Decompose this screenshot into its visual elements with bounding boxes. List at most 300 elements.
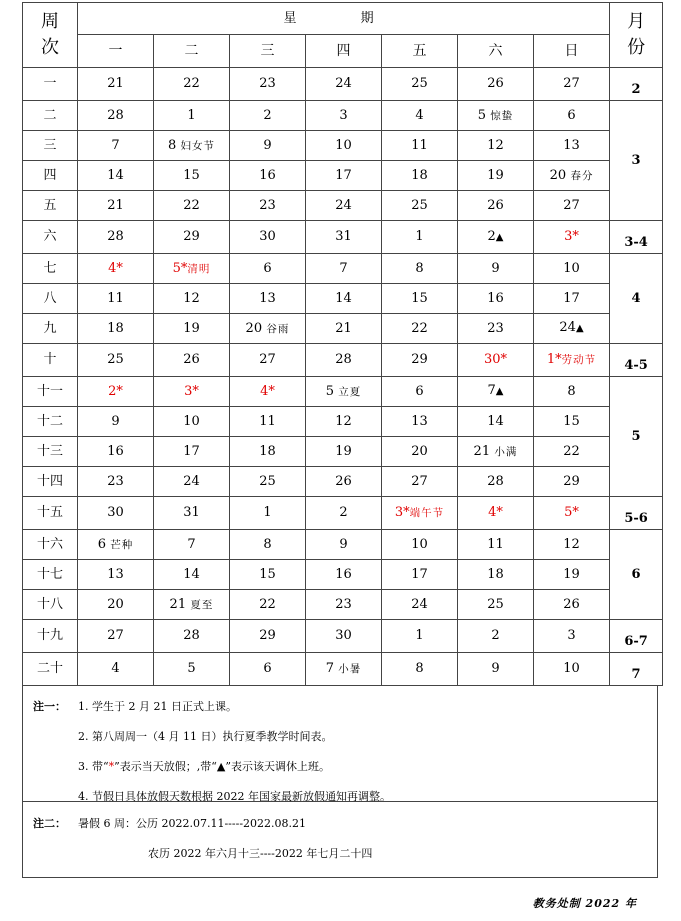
day-cell [534, 653, 610, 686]
day-number: 8 [415, 661, 424, 676]
day-cell [458, 344, 534, 377]
day-cell [230, 68, 306, 101]
week-number: 一 [23, 68, 78, 101]
day-number: 10 [563, 260, 580, 276]
week-number: 五 [23, 191, 78, 221]
day-cell [306, 620, 382, 653]
day-number: 2 [339, 505, 348, 520]
day-cell [154, 344, 230, 377]
day-number: 8 [167, 137, 177, 153]
day-number: 3 [394, 505, 404, 520]
day-cell [458, 590, 534, 620]
day-cell [230, 161, 306, 191]
day-cell [154, 221, 230, 254]
week-row [23, 101, 663, 131]
day-cell [458, 407, 534, 437]
day-number: 22 [563, 443, 580, 459]
day-number: 12 [487, 137, 504, 153]
day-number: 2 [487, 228, 496, 244]
day-number: 17 [183, 443, 200, 459]
day-cell [534, 620, 610, 653]
day-cell [154, 467, 230, 497]
note-line-1: 1. 学生于 2 月 21 日正式上课。 [78, 700, 237, 713]
day-number: 15 [259, 566, 276, 582]
month-label: 5 [610, 377, 663, 497]
day-cell [458, 437, 534, 467]
day-number: 11 [107, 290, 124, 306]
day-cell [154, 314, 230, 344]
day-cell [458, 620, 534, 653]
week-number: 十九 [23, 620, 78, 653]
weekday-header-5: 五 [382, 35, 458, 68]
day-cell [382, 68, 458, 101]
day-cell [230, 467, 306, 497]
day-cell [458, 377, 534, 407]
day-cell [382, 407, 458, 437]
day-number: 20 [245, 320, 263, 336]
solar-term-or-holiday-label: 芒种 [105, 538, 134, 551]
note-line-4: 4. 节假日具体放假天数根据 2022 年国家最新放假通知再调整。 [78, 790, 391, 803]
month-header-line1: 月 [627, 11, 646, 32]
day-number: 27 [411, 473, 428, 489]
workday-triangle-mark: ▲ [495, 386, 504, 397]
day-cell [306, 407, 382, 437]
day-cell [458, 314, 534, 344]
day-cell [154, 590, 230, 620]
day-number: 25 [411, 197, 428, 213]
day-cell [458, 284, 534, 314]
day-cell [230, 437, 306, 467]
day-number: 6 [567, 107, 576, 123]
day-cell [154, 497, 230, 530]
day-cell [78, 131, 154, 161]
holiday-star-mark: * [268, 383, 275, 399]
day-cell [78, 254, 154, 284]
day-cell [230, 560, 306, 590]
day-cell [458, 467, 534, 497]
day-number: 25 [259, 473, 276, 489]
week-row [23, 161, 663, 191]
notes-box [22, 686, 658, 878]
week-number: 九 [23, 314, 78, 344]
day-number: 23 [487, 320, 504, 336]
day-cell [230, 191, 306, 221]
day-number: 8 [567, 383, 576, 399]
day-cell [534, 161, 610, 191]
day-cell [154, 161, 230, 191]
day-number: 21 [107, 76, 124, 91]
day-cell [78, 314, 154, 344]
day-cell [154, 254, 230, 284]
day-number: 8 [415, 260, 424, 276]
day-cell [306, 131, 382, 161]
day-number: 17 [335, 167, 352, 183]
day-cell [306, 221, 382, 254]
day-cell [78, 191, 154, 221]
day-number: 7 [187, 536, 196, 552]
day-number: 28 [487, 473, 504, 489]
day-cell [458, 68, 534, 101]
day-cell [382, 653, 458, 686]
holiday-star-mark: * [116, 383, 123, 399]
note-line-3a: 3. 带“ [78, 760, 109, 773]
day-number: 16 [487, 290, 504, 306]
day-number: 3 [564, 229, 573, 244]
week-number: 十三 [23, 437, 78, 467]
day-number: 2 [263, 107, 272, 123]
week-row [23, 344, 663, 377]
day-number: 5 [172, 260, 181, 276]
solar-term-or-holiday-label: 夏至 [186, 598, 214, 611]
day-number: 1 [263, 505, 272, 520]
day-number: 11 [411, 137, 428, 153]
day-cell [534, 191, 610, 221]
day-cell [230, 620, 306, 653]
day-number: 17 [411, 566, 428, 582]
day-number: 29 [183, 229, 200, 244]
week-row [23, 68, 663, 101]
day-cell [534, 101, 610, 131]
week-number: 二十 [23, 653, 78, 686]
day-number: 8 [263, 536, 272, 552]
holiday-star-mark: * [572, 229, 579, 244]
day-number: 21 [335, 320, 352, 336]
day-cell [78, 467, 154, 497]
week-row [23, 620, 663, 653]
day-number: 30 [483, 352, 501, 367]
day-number: 24 [411, 596, 428, 612]
day-cell [458, 653, 534, 686]
day-number: 4 [108, 260, 117, 276]
day-cell [458, 101, 534, 131]
day-number: 10 [183, 413, 200, 429]
day-number: 21 [107, 197, 124, 213]
month-label: 5-6 [610, 497, 663, 530]
day-number: 14 [335, 290, 352, 306]
day-number: 24 [559, 320, 576, 335]
holiday-star-mark: * [555, 352, 562, 367]
day-number: 16 [259, 167, 276, 183]
month-label: 3-4 [610, 221, 663, 254]
month-label: 4 [610, 254, 663, 344]
summer-break-solar: 暑假 6 周：公历 2022.07.11-----2022.08.21 [78, 817, 307, 830]
day-cell [534, 590, 610, 620]
day-cell [78, 68, 154, 101]
day-number: 19 [563, 566, 580, 582]
day-cell [230, 221, 306, 254]
weekday-title-text: 星 期 [283, 10, 404, 26]
day-number: 24 [335, 197, 352, 213]
day-number: 27 [259, 352, 276, 367]
day-cell [534, 344, 610, 377]
day-cell [458, 497, 534, 530]
day-cell [306, 101, 382, 131]
day-number: 27 [563, 76, 580, 91]
note-one [23, 686, 657, 801]
day-number: 7 [325, 661, 334, 676]
holiday-star-mark: * [403, 505, 410, 520]
day-number: 23 [107, 473, 124, 489]
day-number: 18 [107, 320, 124, 336]
solar-term-or-holiday-label: 清明 [187, 262, 211, 275]
day-cell [306, 437, 382, 467]
day-number: 9 [263, 137, 272, 153]
day-number: 1 [187, 107, 196, 123]
day-cell [78, 530, 154, 560]
holiday-star-mark: * [116, 260, 123, 276]
note-two [23, 801, 657, 877]
day-cell [154, 284, 230, 314]
day-cell [230, 590, 306, 620]
day-cell [458, 221, 534, 254]
solar-term-or-holiday-label: 端午节 [409, 507, 445, 519]
day-cell [534, 437, 610, 467]
day-cell [154, 101, 230, 131]
day-number: 9 [491, 661, 500, 676]
day-cell [382, 191, 458, 221]
day-number: 4 [111, 661, 120, 676]
day-number: 7 [487, 383, 496, 398]
week-row [23, 407, 663, 437]
solar-term-or-holiday-label: 春分 [566, 169, 594, 182]
day-number: 13 [563, 137, 580, 153]
week-row [23, 560, 663, 590]
month-label: 2 [610, 68, 663, 101]
day-cell [534, 560, 610, 590]
day-number: 1 [415, 229, 424, 244]
week-number: 六 [23, 221, 78, 254]
day-number: 1 [415, 628, 424, 643]
day-cell [230, 101, 306, 131]
week-number: 四 [23, 161, 78, 191]
day-number: 6 [263, 661, 272, 676]
day-cell [306, 530, 382, 560]
day-cell [306, 161, 382, 191]
day-cell [154, 131, 230, 161]
day-number: 6 [97, 536, 106, 552]
day-cell [382, 437, 458, 467]
day-cell [458, 191, 534, 221]
day-cell [534, 314, 610, 344]
day-number: 20 [549, 167, 567, 183]
day-cell [382, 101, 458, 131]
day-cell [78, 437, 154, 467]
week-number: 三 [23, 131, 78, 161]
day-number: 10 [411, 536, 428, 552]
week-number: 十六 [23, 530, 78, 560]
day-cell [306, 68, 382, 101]
day-cell [306, 377, 382, 407]
day-number: 10 [335, 137, 352, 153]
day-cell [534, 530, 610, 560]
day-number: 15 [183, 167, 200, 183]
week-row [23, 590, 663, 620]
day-number: 6 [415, 383, 424, 399]
workday-triangle-mark: ▲ [495, 231, 504, 243]
month-label: 6-7 [610, 620, 663, 653]
day-cell [154, 530, 230, 560]
week-row [23, 377, 663, 407]
weekday-header-1: 一 [78, 35, 154, 68]
day-number: 9 [111, 413, 120, 429]
solar-term-or-holiday-label: 谷雨 [262, 322, 290, 335]
day-cell [382, 377, 458, 407]
day-cell [230, 497, 306, 530]
day-number: 4 [415, 107, 424, 123]
week-number: 二 [23, 101, 78, 131]
solar-term-or-holiday-label: 小满 [490, 445, 518, 458]
day-cell [458, 254, 534, 284]
week-row [23, 191, 663, 221]
day-cell [458, 560, 534, 590]
day-number: 26 [335, 473, 352, 489]
week-number: 八 [23, 284, 78, 314]
day-number: 19 [335, 443, 352, 459]
day-number: 23 [335, 596, 352, 612]
week-column-header [23, 3, 78, 68]
day-cell [230, 344, 306, 377]
day-cell [382, 254, 458, 284]
holiday-star-mark: * [496, 505, 503, 520]
day-cell [306, 560, 382, 590]
day-cell [230, 377, 306, 407]
day-cell [382, 131, 458, 161]
day-number: 17 [563, 290, 580, 306]
day-cell [230, 131, 306, 161]
day-number: 5 [187, 661, 196, 676]
day-number: 5 [477, 107, 486, 123]
day-cell [78, 161, 154, 191]
note-star-symbol: * [108, 760, 115, 773]
day-cell [230, 530, 306, 560]
day-number: 14 [487, 413, 504, 429]
day-number: 14 [107, 167, 124, 183]
calendar-wrapper [22, 2, 658, 878]
day-cell [154, 620, 230, 653]
day-number: 14 [183, 566, 200, 582]
day-number: 25 [487, 596, 504, 612]
day-cell [154, 407, 230, 437]
day-cell [306, 467, 382, 497]
note-one-label: 注一： [33, 700, 66, 713]
day-number: 12 [335, 413, 352, 429]
day-cell [534, 497, 610, 530]
day-number: 28 [107, 229, 124, 244]
summer-break-lunar: 农历 2022 年六月十三----2022 年七月二十四 [148, 847, 373, 860]
day-cell [78, 221, 154, 254]
day-cell [306, 191, 382, 221]
note-line-3 [78, 758, 330, 774]
school-calendar-table [22, 2, 663, 686]
day-number: 29 [411, 352, 428, 367]
day-number: 21 [169, 596, 187, 612]
day-cell [78, 653, 154, 686]
day-cell [230, 407, 306, 437]
solar-term-or-holiday-label: 立夏 [333, 385, 362, 398]
day-cell [306, 284, 382, 314]
note-line-2: 2. 第八周周一（4 月 11 日）执行夏季教学时间表。 [78, 730, 333, 743]
day-number: 7 [111, 137, 120, 153]
weekday-header-4: 四 [306, 35, 382, 68]
day-cell [230, 314, 306, 344]
day-number: 4 [488, 505, 497, 520]
day-cell [382, 284, 458, 314]
day-number: 26 [487, 197, 504, 213]
day-number: 28 [183, 628, 200, 643]
day-number: 20 [411, 443, 428, 459]
day-cell [306, 314, 382, 344]
holiday-star-mark: * [572, 505, 579, 520]
solar-term-or-holiday-label: 小暑 [333, 663, 362, 675]
day-number: 26 [563, 596, 580, 612]
week-header-line1: 周 [41, 11, 59, 32]
holiday-star-mark: * [192, 383, 199, 399]
day-number: 30 [335, 628, 352, 643]
day-number: 7 [339, 260, 348, 276]
week-number: 十 [23, 344, 78, 377]
day-number: 31 [183, 505, 200, 520]
day-number: 30 [107, 505, 124, 520]
day-cell [534, 377, 610, 407]
week-number: 十八 [23, 590, 78, 620]
day-number: 30 [259, 229, 276, 244]
day-number: 24 [335, 76, 352, 91]
month-label: 7 [610, 653, 663, 686]
day-cell [78, 497, 154, 530]
day-number: 12 [183, 290, 200, 306]
month-label: 4-5 [610, 344, 663, 377]
day-cell [306, 254, 382, 284]
day-number: 18 [411, 167, 428, 183]
day-number: 10 [563, 661, 580, 676]
day-number: 18 [259, 443, 276, 459]
week-number: 十四 [23, 467, 78, 497]
day-number: 3 [184, 383, 193, 399]
day-number: 21 [473, 443, 491, 459]
day-cell [534, 221, 610, 254]
day-cell [154, 437, 230, 467]
week-number: 十一 [23, 377, 78, 407]
day-cell [154, 377, 230, 407]
day-number: 27 [563, 197, 580, 213]
holiday-star-mark: * [500, 352, 508, 367]
week-row [23, 314, 663, 344]
day-number: 16 [335, 566, 352, 582]
day-cell [78, 407, 154, 437]
day-number: 15 [411, 290, 428, 306]
day-number: 29 [563, 473, 580, 489]
day-cell [230, 284, 306, 314]
day-number: 26 [487, 76, 504, 91]
note-line-3b: ”表示当天放假；,带“▲”表示该天调休上班。 [114, 760, 330, 773]
day-cell [306, 653, 382, 686]
day-cell [382, 314, 458, 344]
day-number: 13 [411, 413, 428, 429]
day-cell [154, 191, 230, 221]
day-cell [534, 284, 610, 314]
day-cell [78, 344, 154, 377]
day-number: 9 [491, 260, 500, 276]
day-cell [534, 131, 610, 161]
day-cell [382, 590, 458, 620]
day-number: 25 [411, 76, 428, 91]
weekday-header-7: 日 [534, 35, 610, 68]
week-number: 十二 [23, 407, 78, 437]
day-cell [306, 497, 382, 530]
day-number: 29 [259, 628, 276, 643]
day-number: 31 [335, 229, 352, 244]
day-number: 22 [183, 76, 200, 91]
